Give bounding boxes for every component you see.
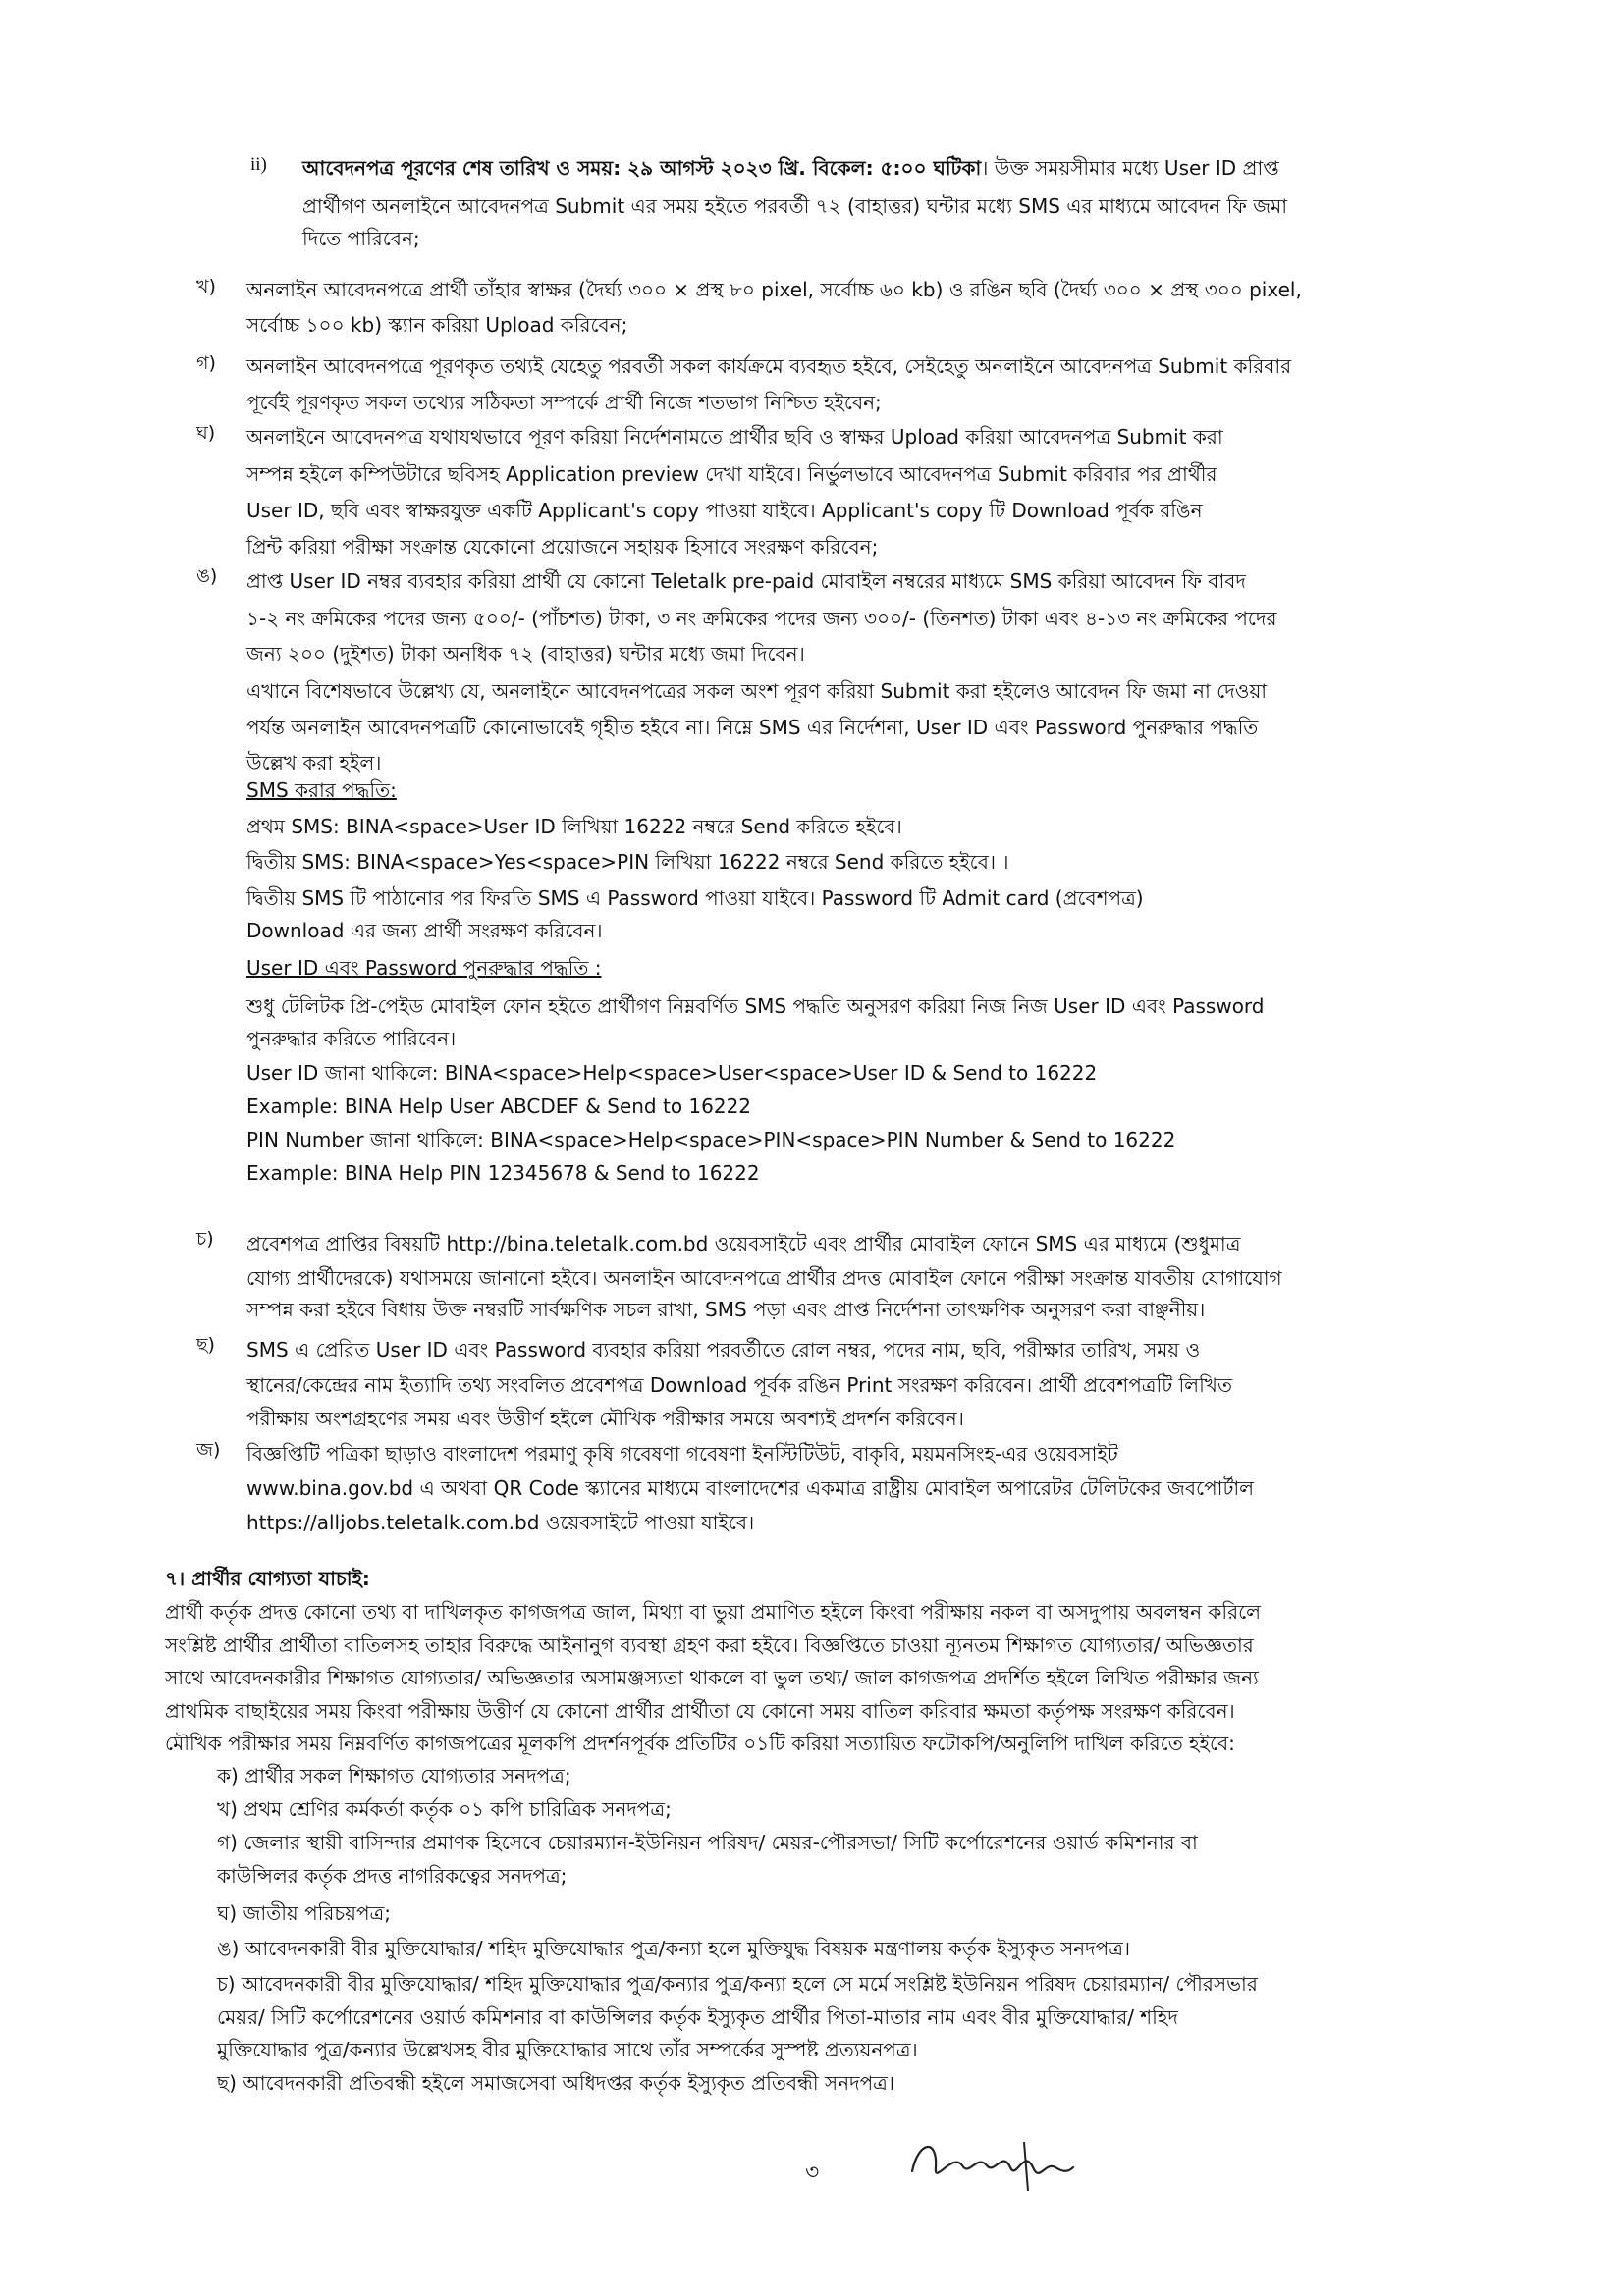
- para-line: www.bina.gov.bd এ অথবা QR Code স্ক্যানের মাধ্যমে বাংলাদেশের একমাত্র রাষ্ট্রীয় মোবাইল অপারেটর টেলিটকের জবপোর্টাল: [246, 1476, 1255, 1500]
- deadline-text: আবেদনপত্র পূরণের শেষ তারিখ ও সময়: ২৯ আগস্ট ২০২৩ খ্রি. বিকেল: ৫:০০ ঘটিকা: [302, 156, 982, 180]
- recovery-line: PIN Number জানা থাকিলে: BINA<space>Help<space>PIN<space>PIN Number & Send to 16222: [246, 1128, 1176, 1151]
- deadline-rest: । উক্ত সময়সীমার মধ্যে User ID প্রাপ্ত: [981, 156, 1279, 180]
- para-line: https://alljobs.teletalk.com.bd ওয়েবসাইটে পাওয়া যাইবে।: [246, 1511, 755, 1534]
- para-line: প্রার্থী কর্তৃক প্রদত্ত কোনো তথ্য বা দাখিলকৃত কাগজপত্র জাল, মিথ্যা বা ভুয়া প্রমাণিত হইলে কিংবা পরীক্ষায় নকল বা অসদুপায় অবলম্বন করিলে: [165, 1600, 1262, 1624]
- item-label-ga: গ): [196, 352, 216, 374]
- item-label-chha: ছ): [196, 1334, 215, 1356]
- para-line: অনলাইন আবেদনপত্রে প্রার্থী তাঁহার স্বাক্ষর (দৈর্ঘ্য ৩০০ × প্রস্থ ৮০ pixel, সর্বোচ্চ ৬০ kb) ও রঙিন ছবি (দৈর্ঘ্য ৩০০ × প্রস্থ ৩০০ pixel,: [246, 278, 1302, 301]
- para-line: এখানে বিশেষভাবে উল্লেখ্য যে, অনলাইনে আবেদনপত্রের সকল অংশ পূরণ করিয়া Submit করা হইলেও আবেদন ফি জমা না দেওয়া: [246, 679, 1268, 703]
- document-list-item: মেয়র/ সিটি কর্পোরেশনের ওয়ার্ড কমিশনার বা কাউন্সিলর কর্তৃক ইস্যুকৃত প্রার্থীর পিতা-মাতার নাম এবং বীর মুক্তিযোদ্ধার/ শহিদ: [217, 2005, 1178, 2029]
- para-line: পূর্বেই পূরণকৃত সকল তথ্যের সঠিকতা সম্পর্কে প্রার্থী নিজে শতভাগ নিশ্চিত হইবেন;: [246, 391, 882, 414]
- recovery-heading: User ID এবং Password পুনরুদ্ধার পদ্ধতি :: [246, 956, 602, 980]
- para-line: উল্লেখ করা হইল।: [246, 751, 382, 774]
- recovery-line: User ID জানা থাকিলে: BINA<space>Help<space>User<space>User ID & Send to 16222: [246, 1061, 1098, 1085]
- para-line: সাথে আবেদনকারীর শিক্ষাগত যোগ্যতার/ অভিজ্ঞতার অসামঞ্জস্যতা থাকলে বা ভুল তথ্য/ জাল কাগজপত্র প্রদর্শিত হইলে লিখিত পরীক্ষার জন্য: [165, 1666, 1259, 1689]
- item-label-ja: জ): [196, 1439, 221, 1461]
- item-label-uma: ঙ): [196, 565, 218, 587]
- document-list-item: চ) আবেদনকারী বীর মুক্তিযোদ্ধার/ শহিদ মুক্তিযোদ্ধার পুত্র/কন্যার পুত্র/কন্যা হলে সে মর্মে সংশ্লিষ্ট ইউনিয়ন পরিষদ চেয়ারম্যান/ পৌরসভার: [217, 1972, 1258, 1996]
- para-line: পর্যন্ত অনলাইন আবেদনপত্রটি কোনোভাবেই গৃহীত হইবে না। নিম্নে SMS এর নির্দেশনা, User ID এবং Password পুনরুদ্ধার পদ্ধতি: [246, 716, 1259, 739]
- para-line: অনলাইনে আবেদনপত্র যথাযথভাবে পূরণ করিয়া নির্দেশনামতে প্রার্থীর ছবি ও স্বাক্ষর Upload করিয়া আবেদনপত্র Submit করা: [246, 425, 1223, 449]
- deadline-line: [302, 153, 1279, 183]
- para-line: SMS এ প্রেরিত User ID এবং Password ব্যবহার করিয়া পরবর্তীতে রোল নম্বর, পদের নাম, ছবি, পরীক্ষার তারিখ, সময় ও: [246, 1338, 1201, 1362]
- document-list-item: গ) জেলার স্থায়ী বাসিন্দার প্রমাণক হিসেবে চেয়ারম্যান-ইউনিয়ন পরিষদ/ মেয়র-পৌরসভা/ সিটি কর্পোরেশনের ওয়ার্ড কমিশনার বা: [217, 1831, 1198, 1854]
- item-label-kha: খ): [196, 276, 216, 297]
- recovery-line: পুনরুদ্ধার করিতে পারিবেন।: [246, 1027, 457, 1050]
- item-label-ii: ii): [250, 154, 267, 175]
- para-line: জন্য ২০০ (দুইশত) টাকা অনধিক ৭২ (বাহাত্তর) ঘন্টার মধ্যে জমা দিবেন।: [246, 642, 805, 666]
- para-line: User ID, ছবি এবং স্বাক্ষরযুক্ত একটি Applicant's copy পাওয়া যাইবে। Applicant's copy টি Download পূর্বক রঙিন: [246, 499, 1203, 522]
- para-line: স্থানের/কেন্দ্রের নাম ইত্যাদি তথ্য সংবলিত প্রবেশপত্র Download পূর্বক রঙিন Print সংরক্ষণ করিবেন। প্রার্থী প্রবেশপত্রটি লিখিত: [246, 1373, 1232, 1397]
- para-line: যোগ্য প্রার্থীদেরকে) যথাসময়ে জানানো হইবে। অনলাইন আবেদনপত্রে প্রার্থীর প্রদত্ত মোবাইল ফোনে পরীক্ষা সংক্রান্ত যাবতীয় যোগাযোগ: [246, 1266, 1282, 1290]
- para-line: প্রাপ্ত User ID নম্বর ব্যবহার করিয়া প্রার্থী যে কোনো Teletalk pre-paid মোবাইল নম্বরের মাধ্যমে SMS করিয়া আবেদন ফি বাবদ: [246, 569, 1246, 593]
- document-list-item: ঘ) জাতীয় পরিচয়পত্র;: [217, 1901, 391, 1925]
- sms-line: দ্বিতীয় SMS টি পাঠানোর পর ফিরতি SMS এ Password পাওয়া যাইবে। Password টি Admit card (প্রবেশপত্র): [246, 886, 1144, 910]
- para-line: সংশ্লিষ্ট প্রার্থীর প্রার্থীতা বাতিলসহ তাহার বিরুদ্ধে আইনানুগ ব্যবস্থা গ্রহণ করা হইবে। বিজ্ঞপ্তিতে চাওয়া ন্যূনতম শিক্ষাগত যোগ্যতার/ অভিজ্ঞতার: [165, 1633, 1254, 1657]
- para-line: প্রিন্ট করিয়া পরীক্ষা সংক্রান্ত যেকোনো প্রয়োজনে সহায়ক হিসাবে সংরক্ষণ করিবেন;: [246, 535, 879, 559]
- para-line: প্রাথমিক বাছাইয়ের সময় কিংবা পরীক্ষায় উত্তীর্ণ যে কোনো প্রার্থীর প্রার্থীতা যে কোনো সময় বাতিল করিবার ক্ষমতা কর্তৃপক্ষ সংরক্ষণ করিবেন।: [165, 1699, 1235, 1723]
- recovery-line: Example: BINA Help PIN 12345678 & Send to 16222: [246, 1161, 760, 1185]
- recovery-line: শুধু টেলিটক প্রি-পেইড মোবাইল ফোন হইতে প্রার্থীগণ নিম্নবর্ণিত SMS পদ্ধতি অনুসরণ করিয়া নিজ নিজ User ID এবং Password: [246, 994, 1265, 1018]
- item-label-cha: চ): [196, 1228, 214, 1250]
- para-line: প্রার্থীগণ অনলাইনে আবেদনপত্র Submit এর সময় হইতে পরবর্তী ৭২ (বাহাত্তর) ঘন্টার মধ্যে SMS এর মাধ্যমে আবেদন ফি জমা: [302, 194, 1288, 218]
- sms-line: প্রথম SMS: BINA<space>User ID লিখিয়া 16222 নম্বরে Send করিতে হইবে।: [246, 815, 902, 838]
- item-label-gha: ঘ): [196, 422, 216, 444]
- para-line: দিতে পারিবেন;: [302, 227, 420, 250]
- para-line: ১-২ নং ক্রমিকের পদের জন্য ৫০০/- (পাঁচশত) টাকা, ৩ নং ক্রমিকের পদের জন্য ৩০০/- (তিনশত) টাকা এবং ৪-১৩ নং ক্রমিকের পদের: [246, 607, 1277, 630]
- para-line: সম্পন্ন করা হইবে বিধায় উক্ত নম্বরটি সার্বক্ষণিক সচল রাখা, SMS পড়া এবং প্রাপ্ত নির্দেশনা তাৎক্ষণিক অনুসরণ করা বাঞ্ছনীয়।: [246, 1298, 1206, 1321]
- document-list-item: ঙ) আবেদনকারী বীর মুক্তিযোদ্ধার/ শহিদ মুক্তিযোদ্ধার পুত্র/কন্যা হলে মুক্তিযুদ্ধ বিষয়ক মন্ত্রণালয় কর্তৃক ইস্যুকৃত সনদপত্র।: [217, 1937, 1131, 1960]
- para-line: সম্পন্ন হইলে কম্পিউটারে ছবিসহ Application preview দেখা যাইবে। নির্ভুলভাবে আবেদনপত্র Submit করিবার পর প্রার্থীর: [246, 462, 1217, 486]
- section-7-heading: ৭। প্রার্থীর যোগ্যতা যাচাই:: [165, 1567, 370, 1590]
- document-list-item: খ) প্রথম শ্রেণির কর্মকর্তা কর্তৃক ০১ কপি চারিত্রিক সনদপত্র;: [217, 1797, 672, 1821]
- para-line: প্রবেশপত্র প্রাপ্তির বিষয়টি http://bina.teletalk.com.bd ওয়েবসাইটে এবং প্রার্থীর মোবাইল ফোনে SMS এর মাধ্যমে (শুধুমাত্র: [246, 1232, 1241, 1255]
- para-line: বিজ্ঞপ্তিটি পত্রিকা ছাড়াও বাংলাদেশ পরমাণু কৃষি গবেষণা গবেষণা ইনস্টিটিউট, বাকৃবি, ময়মনসিংহ-এর ওয়েবসাইট: [246, 1442, 1118, 1466]
- signature-image: [908, 2132, 1075, 2201]
- document-list-item: কাউন্সিলর কর্তৃক প্রদত্ত নাগরিকত্বের সনদপত্র;: [217, 1864, 568, 1888]
- document-list-item: ছ) আবেদনকারী প্রতিবন্ধী হইলে সমাজসেবা অধিদপ্তর কর্তৃক ইস্যুকৃত প্রতিবন্ধী সনদপত্র।: [217, 2071, 895, 2095]
- document-list-item: ক) প্রার্থীর সকল শিক্ষাগত যোগ্যতার সনদপত্র;: [217, 1764, 571, 1788]
- sms-line: Download এর জন্য প্রার্থী সংরক্ষণ করিবেন।: [246, 919, 603, 942]
- para-line: অনলাইন আবেদনপত্রে পূরণকৃত তথ্যই যেহেতু পরবর্তী সকল কার্যক্রমে ব্যবহৃত হইবে, সেইহেতু অনলাইনে আবেদনপত্র Submit করিবার: [246, 354, 1292, 378]
- para-line: সর্বোচ্চ ১০০ kb) স্ক্যান করিয়া Upload করিবেন;: [246, 313, 628, 337]
- recovery-line: Example: BINA Help User ABCDEF & Send to 16222: [246, 1095, 752, 1118]
- sms-method-heading: SMS করার পদ্ধতি:: [246, 778, 397, 802]
- page-number: ৩: [805, 2161, 820, 2185]
- sms-line: দ্বিতীয় SMS: BINA<space>Yes<space>PIN লিখিয়া 16222 নম্বরে Send করিতে হইবে। ।: [246, 850, 1009, 874]
- document-list-item: মুক্তিযোদ্ধার পুত্র/কন্যার উল্লেখসহ বীর মুক্তিযোদ্ধার সাথে তাঁর সম্পর্কের সুস্পষ্ট প্রত্যয়নপত্র।: [217, 2038, 918, 2061]
- para-line: মৌখিক পরীক্ষার সময় নিম্নবর্ণিত কাগজপত্রের মূলকপি প্রদর্শনপূর্বক প্রতিটির ০১টি করিয়া সত্যায়িত ফটোকপি/অনুলিপি দাখিল করিতে হইবে:: [165, 1732, 1235, 1755]
- para-line: পরীক্ষায় অংশগ্রহণের সময় এবং উত্তীর্ণ হইলে মৌখিক পরীক্ষার সময়ে অবশ্যই প্রদর্শন করিবেন।: [246, 1407, 964, 1430]
